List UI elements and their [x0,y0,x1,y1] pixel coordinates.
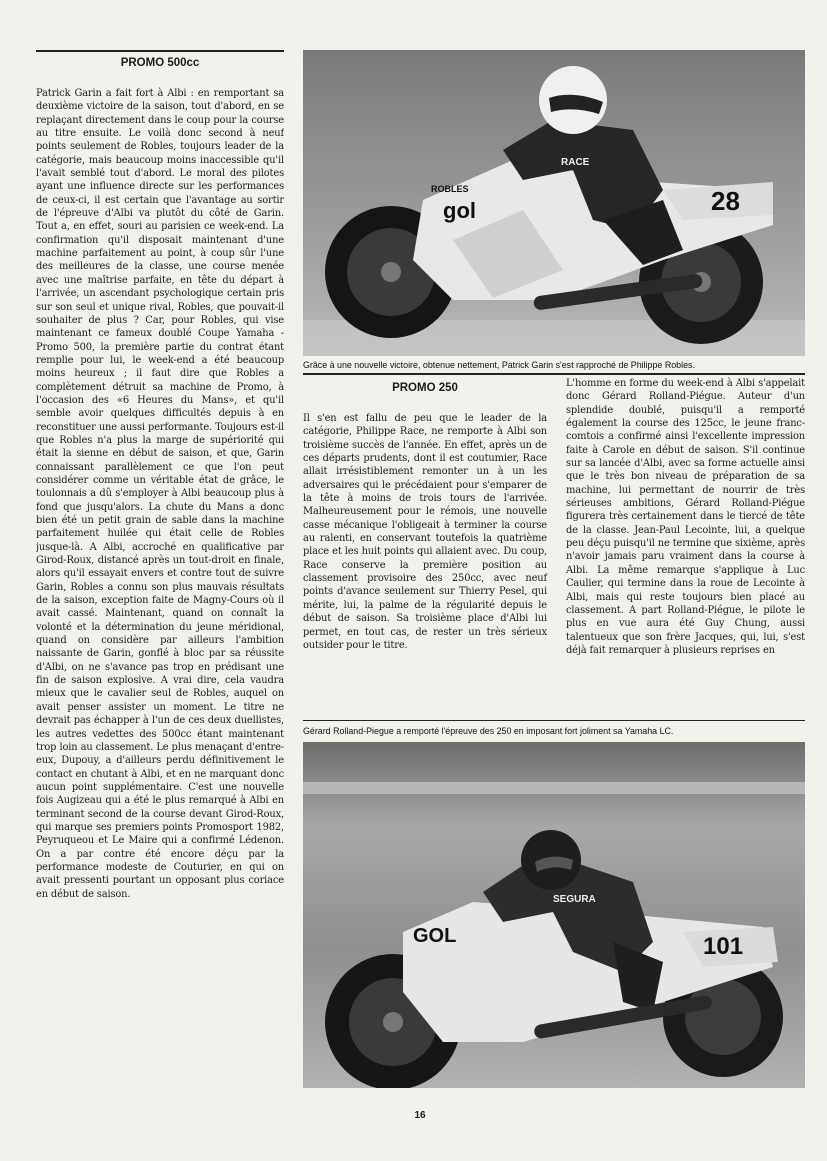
bike-number: 101 [703,933,744,960]
bike-number: 28 [711,186,740,216]
bottom-race-photo [303,742,805,1088]
bottom-photo-illustration [303,742,805,1088]
top-photo-illustration [303,50,805,356]
fairing-logo: GOL [413,925,457,947]
middle-column [303,377,547,652]
barrier-stripe [303,782,805,794]
caption-divider [303,373,805,375]
page-number: 16 [414,1110,426,1121]
left-column [36,50,284,901]
promo-500-heading: PROMO 500cc [36,50,284,73]
top-race-photo [303,50,805,356]
right-column [566,377,805,657]
mid-divider [303,720,805,721]
front-hub [383,1012,403,1032]
front-hub [381,262,401,282]
promo-250-heading: PROMO 250 [392,382,458,394]
top-photo-caption: Grâce à une nouvelle victoire, obtenue nettement, Patrick Garin s'est rapproché de Philippe Robles. [303,360,695,370]
promo-250-article: Il s'en est fallu de peu que le leader de la catégorie, Philippe Race, ne remporte à Albi son troisième succès de l'année. En effet, après un de ces départs prudents, dont il est coutumier, Race allait irrésistiblement remonter un à un les adversaires qui le précédaient pour s'emparer de la tête à moins de trois tours de l'arrivée. Malheureusement pour le rémois, une nouvelle casse mécanique l'obligeait à terminer la course au ralenti, en conservant toutefois la quatrième place et les huit points qui allaient avec. Du coup, Race conserve la première position au classement provisoire des 250cc, avec neuf points d'avance seulement sur Thierry Pesel, qui mérite, lui, la palme de la régularité depuis le début de saison. Sa troisième place d'Albi lui permet, en tout cas, de rester un très sérieux outsider pour le titre. [303,413,547,651]
leathers-lettering: RACE [561,157,590,168]
leathers-lettering: SEGURA [553,894,596,905]
bottom-photo-caption: Gérard Rolland-Piegue a remporté l'épreuve des 250 en imposant fort joliment sa Yamaha LC. [303,726,674,736]
promo-500-article: Patrick Garin a fait fort à Albi : en remportant sa deuxième victoire de la saison, tout d'abord, en se replaçant directement dans le coup pour la course au titre ensuite. Le voilà donc second à neuf points seulement de Robles, toujours leader de la catégorie, mais beaucoup moins inaccessible qu'il l'avait semblé tout d'abord. Le moral des pilotes ayant une influence directe sur les performances de ceux-ci, il est certain que l'avantage au sortir de l'épreuve d'Albi va plutôt du côté de Garin. Tout a, en effet, souri au parisien ce week-end. La confirmation qu'il disposait maintenant d'une machine parfaitement au point, à coup sûr l'une des meilleures de la classe, une course menée avec une maîtrise parfaite, en tête du départ à l'arrivée, un ascendant psychologique certain pris sur son seul et unique rival, Robles, que pouvait-il souhaiter de plus ? Car, pour Robles, qui vise maintenant ce fameux doublé Coupe Yamaha - Promo 500, la première partie du contrat étant remplie pour lui, le week-end a été beaucoup moins heureux ; il faut dire que Robles a complètement détruit sa machine de Promo, à l'occasion des «6 Heures du Mans», et qu'il semble avoir quelques difficultés depuis à en reconstituer une aussi performante. Toujours est-il que Robles n'a plus la marge de supériorité qui était la sienne en début de saison, et que, Garin connaissant parallèlement ce que l'on peut considérer comme un véritable état de grâce, le toulonnais a dû s'employer à Albi beaucoup plus à fond que jusqu'alors. La chute du Mans a donc bien été un petit grain de sable dans la machine parfaitement huilée qui était celle de Robles jusque-là. A Albi, accroché en qualificative par Girod-Roux, distancé après un tout-droit en finale, alors qu'il essayait envers et contre tout de suivre Garin, Robles a connu son plus mauvais résultats de la saison, exception faite de Magny-Cours où il avait cassé. Maintenant, quand on connaît la volonté et la détermination du jeune méridional, quand on considère par ailleurs l'ambition naissante de Garin, gonflé à bloc par sa réussite d'Albi, on ne s'avance pas trop en prédisant une fin de saison explosive. A vrai dire, cela vaudra mieux que le cavalier seul de Robles, auquel on avait penser assister un moment. Le titre ne devrait pas échapper à l'un de ces deux duellistes, les autres vedettes des 500cc étant maintenant trop loin au classement. Le plus menaçant d'entre-eux, Dupouy, a d'ailleurs perdu définitivement le contact en chutant à Albi, et en ne marquant donc aucun point supplémentaire. C'est une nouvelle fois Augizeau qui a été le plus remarqué à Albi en terminant second de la course devant Girod-Roux, qui marque ses premiers points Promosport 1982, Peyruqueou et Le Maire qui a confirmé Lédenon. On a par contre été encore déçu par la performance modeste de Couturier, en qui on avait pressenti pourtant un opposant plus coriace en début de saison. [36,88,284,900]
fairing-logo: gol [443,198,476,223]
tank-sticker: ROBLES [431,184,469,194]
promo-250-article-continued: L'homme en forme du week-end à Albi s'appelait donc Gérard Rolland-Piégue. Auteur d'un splendide doublé, puisqu'il a remporté également la course des 125cc, le jeune franc-comtois a confirmé ainsi l'excellente impression faite à Carole en début de saison. S'il continue sur sa lancée d'Albi, avec sa forme actuelle ainsi que le très bon niveau de préparation de sa machine, lui permettant de nourrir de très sérieuses ambitions, Gérard Rolland-Piégue figurera très certainement dans le tiercé de tête de la classe. Jean-Paul Lecointe, lui, a quelque peu déçu puisqu'il ne termine que sixième, après n'avoir jamais paru vraiment dans la course à Albi. La même remarque s'applique à Luc Caulier, qui termine dans la roue de Lecointe à Albi, mais qui reste toujours bien placé au classement. A part Rolland-Piégue, le pilote le plus en vue aura été Guy Chung, aussi talentueux que son frère Jacques, qui, lui, s'est déjà fait remarquer à plusieurs reprises en [566,378,805,656]
